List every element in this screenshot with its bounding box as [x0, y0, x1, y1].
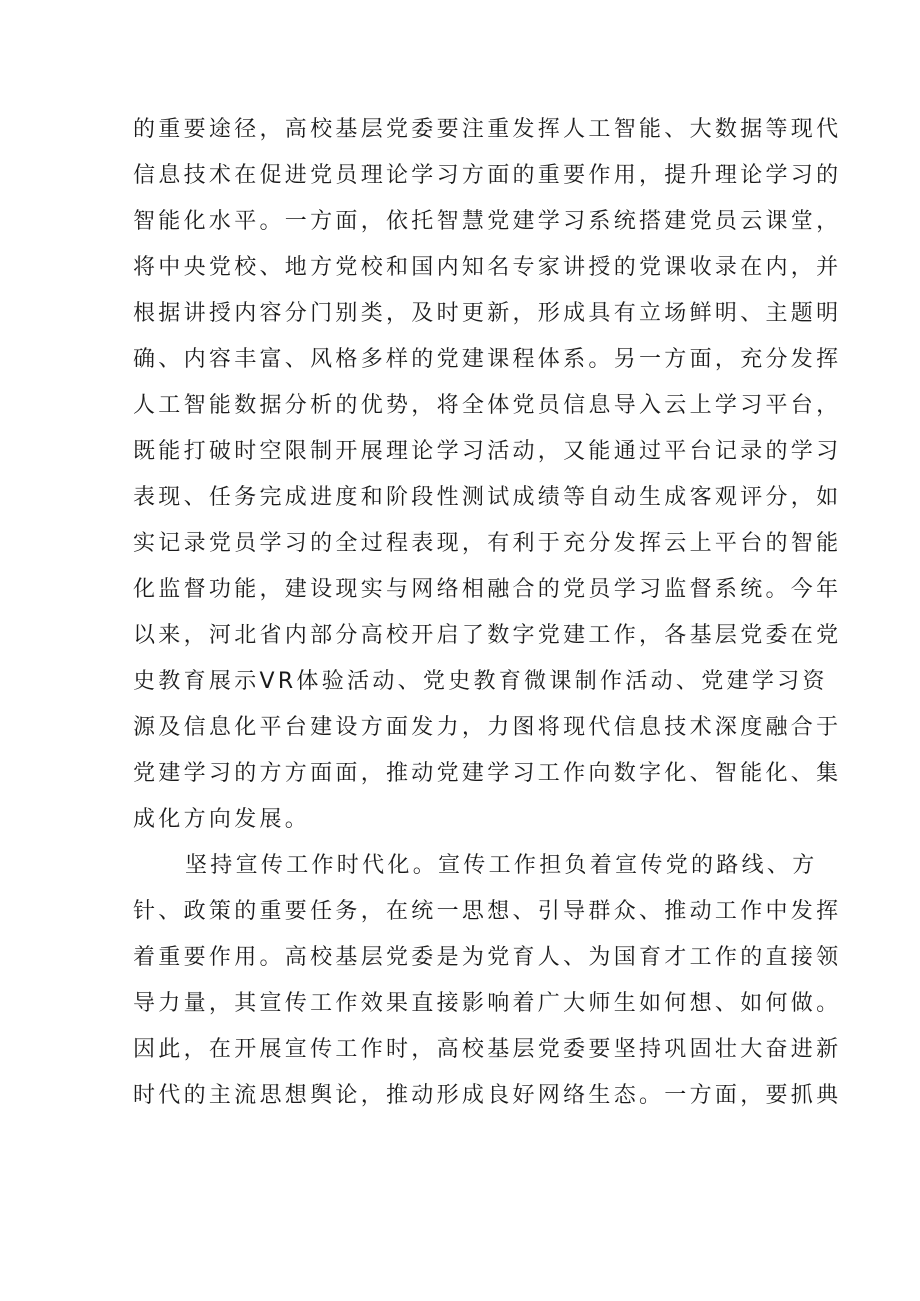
text-line: 成化方向发展。: [133, 807, 311, 832]
text-line: 因此，在开展宣传工作时，高校基层党委要坚持巩固壮大奋进新: [133, 1037, 842, 1062]
text-line: 时代的主流思想舆论，推动形成良好网络生态。一方面，要抓典: [133, 1083, 842, 1108]
text-line: 既能打破时空限制开展理论学习活动，又能通过平台记录的学习: [133, 439, 842, 464]
text-line: 人工智能数据分析的优势，将全体党员信息导入云上学习平台，: [133, 393, 842, 418]
text-line: 源及信息化平台建设方面发力，力图将现代信息技术深度融合于: [133, 715, 842, 740]
text-line: 确、内容丰富、风格多样的党建课程体系。另一方面，充分发挥: [133, 347, 842, 372]
text-line: 将中央党校、地方党校和国内知名专家讲授的党课收录在内，并: [133, 255, 842, 280]
text-line: 表现、任务完成进度和阶段性测试成绩等自动生成客观评分，如: [133, 485, 842, 510]
text-line: 智能化水平。一方面，依托智慧党建学习系统搭建党员云课堂，: [133, 209, 842, 234]
text-line: 着重要作用。高校基层党委是为党育人、为国育才工作的直接领: [133, 945, 842, 970]
text-line: 实记录党员学习的全过程表现，有利于充分发挥云上平台的智能: [133, 531, 842, 556]
text-line: 党建学习的方方面面，推动党建学习工作向数字化、智能化、集: [133, 761, 842, 786]
text-line: 针、政策的重要任务，在统一思想、引导群众、推动工作中发挥: [133, 899, 842, 924]
text-line: 根据讲授内容分门别类，及时更新，形成具有立场鲜明、主题明: [133, 301, 842, 326]
text-line: 以来，河北省内部分高校开启了数字党建工作，各基层党委在党: [133, 623, 842, 648]
text-line: 的重要途径，高校基层党委要注重发挥人工智能、大数据等现代: [133, 117, 842, 142]
text-line: 史教育展示VR体验活动、党史教育微课制作活动、党建学习资: [133, 669, 828, 694]
text-line: 坚持宣传工作时代化。宣传工作担负着宣传党的路线、方: [185, 853, 818, 878]
text-line: 信息技术在促进党员理论学习方面的重要作用，提升理论学习的: [133, 163, 842, 188]
paragraph-publicity-work: [133, 843, 842, 1119]
document-body: [133, 107, 842, 1119]
text-line: 导力量，其宣传工作效果直接影响着广大师生如何想、如何做。: [133, 991, 842, 1016]
text-line: 化监督功能，建设现实与网络相融合的党员学习监督系统。今年: [133, 577, 842, 602]
paragraph-digital-party-building: [133, 107, 842, 843]
